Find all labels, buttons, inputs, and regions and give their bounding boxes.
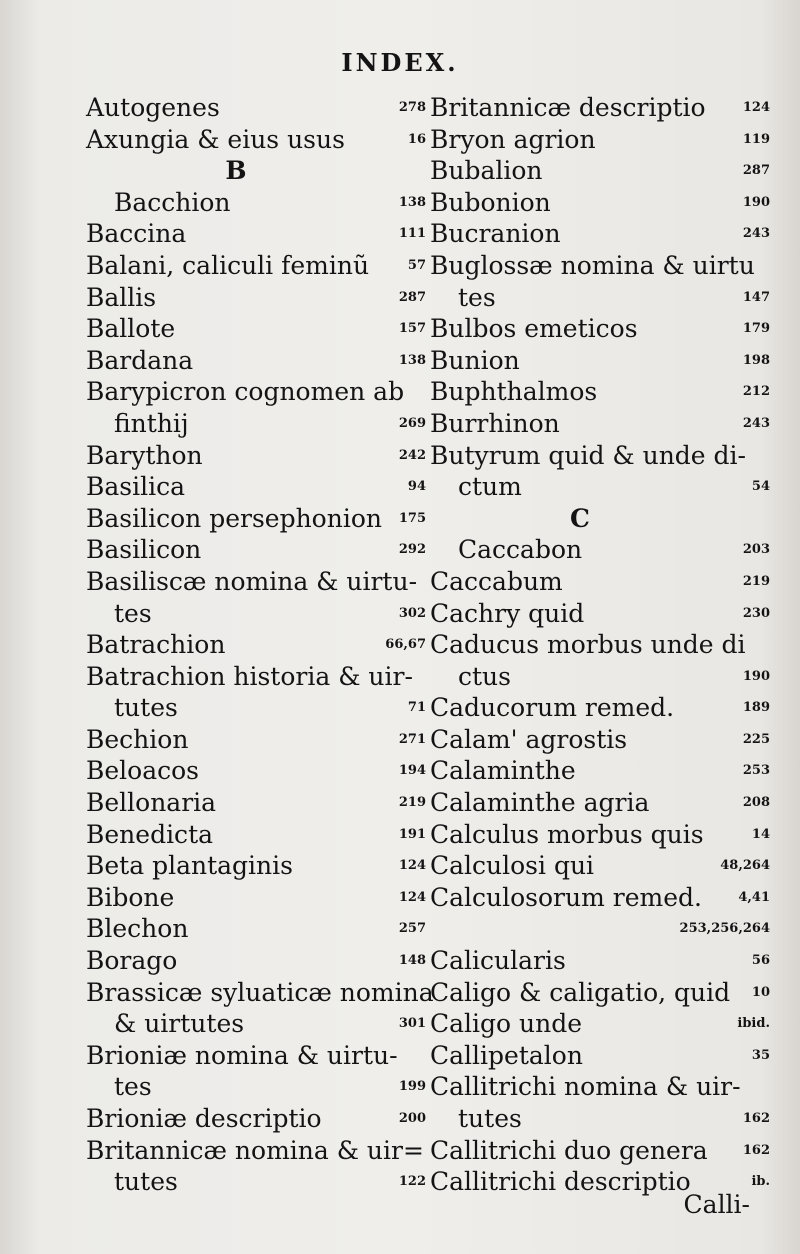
index-entry (86, 345, 426, 377)
entry-term: Beloacos (86, 756, 200, 786)
entry-term: Ballote (86, 314, 176, 344)
entry-page-ref: 257 (398, 921, 426, 937)
index-entry (430, 977, 770, 1009)
entry-page-ref: 287 (398, 289, 426, 305)
entry-page-ref: 162 (742, 1111, 770, 1126)
entry-page-ref: ibid. (737, 1016, 770, 1032)
entry-term: tutes (458, 1104, 522, 1133)
index-entry (86, 92, 426, 124)
entry-page-ref: 124 (398, 889, 426, 905)
index-entry (86, 282, 426, 314)
index-entry (86, 724, 426, 756)
entry-term: tes (114, 1072, 152, 1102)
entry-page-ref: 242 (398, 447, 426, 463)
entry-term: Batrachion historia & uir- (86, 661, 413, 691)
entry-term: Bibone (86, 882, 175, 912)
entry-term: C (570, 503, 590, 533)
index-entry (86, 471, 426, 503)
entry-page-ref: 16 (407, 131, 426, 147)
entry-term: finthij (114, 408, 189, 438)
entry-page-ref: 54 (751, 479, 770, 495)
entry-page-ref: 57 (407, 257, 426, 273)
entry-term: Brassicæ syluaticæ nomina (86, 977, 434, 1007)
index-entry (86, 850, 426, 882)
entry-page-ref: 157 (398, 321, 426, 337)
index-entry (430, 250, 770, 282)
index-entry (430, 440, 770, 472)
index-entry (430, 724, 770, 756)
entry-term: ctus (458, 661, 511, 691)
index-entry (430, 1135, 770, 1167)
index-entry (430, 408, 770, 440)
index-entry (86, 313, 426, 345)
entry-page-ref: 301 (398, 1016, 426, 1032)
entry-page-ref: 190 (742, 668, 770, 684)
index-column-right (430, 92, 770, 1198)
entry-term: Burrhinon (430, 408, 560, 438)
entry-term: Buphthalmos (430, 377, 598, 407)
entry-term: Brioniæ descriptio (86, 1104, 322, 1133)
entry-term: Bunion (430, 345, 520, 375)
index-entry (430, 282, 770, 314)
catchword: Calli- (683, 1190, 750, 1219)
entry-term: Beta plantaginis (86, 851, 293, 881)
entry-page-ref: 200 (398, 1111, 426, 1126)
entry-term: Bellonaria (86, 788, 217, 818)
index-entry (86, 1071, 426, 1103)
entry-page-ref: 271 (398, 731, 426, 747)
entry-page-ref: 66,67 (385, 637, 426, 653)
entry-term: Axungia & eius usus (86, 124, 345, 154)
entry-page-ref: 119 (742, 131, 770, 147)
index-entry (430, 913, 770, 945)
entry-page-ref: 124 (742, 100, 770, 115)
entry-page-ref: 243 (742, 226, 770, 242)
entry-term: Barypicron cognomen ab (86, 377, 405, 407)
entry-page-ref: 147 (742, 289, 770, 305)
index-entry (86, 566, 426, 598)
index-entry (86, 598, 426, 630)
entry-term: tes (114, 598, 152, 628)
entry-term: Buglossæ nomina & uirtu (430, 250, 755, 280)
entry-term: Calicularis (430, 946, 566, 976)
entry-page-ref: 35 (751, 1047, 770, 1063)
entry-page-ref: 269 (398, 415, 426, 431)
entry-page-ref: 208 (742, 795, 770, 811)
index-entry (430, 692, 770, 724)
index-entry (86, 1008, 426, 1040)
entry-term: Calaminthe (430, 756, 576, 786)
entry-page-ref: 278 (398, 100, 426, 115)
index-entry (430, 566, 770, 598)
entry-term: Bechion (86, 724, 189, 754)
index-entry (430, 155, 770, 187)
entry-term: Batrachion (86, 630, 226, 660)
index-entry (86, 692, 426, 724)
index-entry (430, 92, 770, 124)
index-entry (430, 850, 770, 882)
index-entry (430, 945, 770, 977)
index-entry (86, 913, 426, 945)
entry-page-ref: 230 (742, 605, 770, 621)
index-entry (86, 629, 426, 661)
index-entry (86, 661, 426, 693)
section-letter (430, 503, 770, 535)
index-column-left (86, 92, 434, 1198)
index-entry (86, 755, 426, 787)
entry-term: Autogenes (86, 93, 220, 122)
index-entry (86, 408, 426, 440)
index-entry (86, 187, 426, 219)
entry-term: B (225, 156, 247, 186)
entry-term: Cachry quid (430, 598, 585, 628)
entry-term: Bacchion (114, 187, 231, 217)
entry-page-ref: 189 (742, 700, 770, 716)
index-entry (430, 755, 770, 787)
entry-page-ref: 191 (398, 826, 426, 842)
index-entry (430, 1103, 770, 1135)
entry-term: Caducorum remed. (430, 693, 675, 723)
index-entry (430, 124, 770, 156)
entry-term: Calam' agrostis (430, 724, 628, 754)
entry-term: Baccina (86, 219, 187, 249)
index-entry (430, 1040, 770, 1072)
entry-term: Bryon agrion (430, 124, 596, 154)
entry-term: Britannicæ descriptio (430, 93, 706, 122)
entry-term: Benedicta (86, 819, 214, 849)
entry-term: Caligo unde (430, 1009, 583, 1039)
entry-term: Caducus morbus unde di (430, 630, 746, 660)
page-header: INDEX. (341, 48, 459, 77)
index-entry (86, 787, 426, 819)
entry-page-ref: 48,264 (720, 858, 770, 874)
entry-page-ref: 111 (398, 226, 426, 242)
index-entry (430, 471, 770, 503)
entry-term: Bardana (86, 345, 194, 375)
index-entry (430, 313, 770, 345)
index-entry (430, 1071, 770, 1103)
entry-page-ref: ib. (751, 1174, 770, 1190)
entry-term: Butyrum quid & unde di- (430, 440, 746, 470)
index-entry (86, 124, 426, 156)
entry-page-ref: 71 (407, 700, 426, 716)
entry-page-ref: 194 (398, 763, 426, 779)
index-entry (86, 1135, 426, 1167)
index-entry (430, 534, 770, 566)
entry-page-ref: 225 (742, 731, 770, 747)
entry-page-ref: 253 (742, 763, 770, 779)
entry-page-ref: 203 (742, 542, 770, 558)
index-entry (430, 1008, 770, 1040)
entry-term: Calculus morbus quis (430, 819, 704, 849)
entry-term: Bucranion (430, 219, 561, 249)
entry-page-ref: 219 (398, 795, 426, 811)
index-entry (430, 187, 770, 219)
entry-page-ref: 179 (742, 321, 770, 337)
entry-term: Basiliscæ nomina & uirtu- (86, 566, 418, 596)
entry-term: Callipetalon (430, 1040, 583, 1070)
entry-page-ref: 212 (742, 384, 770, 400)
entry-term: Ballis (86, 282, 157, 312)
index-entry (430, 376, 770, 408)
entry-page-ref: 10 (751, 984, 770, 1000)
entry-term: Britannicæ nomina & uir= (86, 1135, 424, 1165)
entry-term: tutes (114, 1167, 178, 1197)
entry-page-ref: 122 (398, 1174, 426, 1190)
entry-term: Caligo & caligatio, quid (430, 977, 731, 1007)
index-entry (86, 218, 426, 250)
index-entry (430, 819, 770, 851)
index-entry (86, 882, 426, 914)
entry-term: Borago (86, 946, 178, 976)
entry-page-ref: 199 (398, 1079, 426, 1095)
index-entry (86, 503, 426, 535)
index-entry (86, 534, 426, 566)
entry-term: Callitrichi descriptio (430, 1167, 691, 1197)
entry-page-ref: 14 (751, 826, 770, 842)
entry-page-ref: 138 (398, 194, 426, 210)
entry-page-ref: 190 (742, 194, 770, 210)
entry-term: Bulbos emeticos (430, 314, 638, 344)
entry-page-ref: 219 (742, 573, 770, 589)
index-entry (86, 819, 426, 851)
entry-term: & uirtutes (114, 1009, 245, 1039)
entry-page-ref: 253,256,264 (679, 921, 770, 937)
entry-page-ref: 124 (398, 858, 426, 874)
entry-term: Basilicon (86, 535, 202, 565)
entry-term: tes (458, 282, 496, 312)
entry-term: Callitrichi duo genera (430, 1135, 708, 1165)
entry-term: Basilica (86, 472, 185, 502)
index-entry (430, 787, 770, 819)
entry-term: Calculosorum remed. (430, 882, 702, 912)
index-entry (86, 1103, 426, 1135)
index-entry (86, 376, 426, 408)
index-entry (430, 598, 770, 630)
entry-term: Bubalion (430, 156, 543, 186)
entry-term: Caccabon (458, 535, 583, 565)
index-entry (430, 629, 770, 661)
entry-page-ref: 175 (398, 510, 426, 526)
entry-page-ref: 287 (742, 163, 770, 179)
entry-term: ctum (458, 472, 522, 502)
entry-term: Blechon (86, 914, 189, 944)
entry-page-ref: 292 (398, 542, 426, 558)
index-entry (86, 1166, 426, 1198)
index-entry (86, 977, 434, 1009)
index-entry (430, 661, 770, 693)
index-entry (430, 345, 770, 377)
entry-term: Bubonion (430, 187, 551, 217)
entry-term: Calculosi qui (430, 851, 595, 881)
entry-page-ref: 302 (398, 605, 426, 621)
entry-page-ref: 162 (742, 1142, 770, 1158)
entry-term: Callitrichi nomina & uir- (430, 1072, 741, 1102)
index-entry (86, 1040, 426, 1072)
entry-page-ref: 56 (751, 953, 770, 969)
entry-page-ref: 243 (742, 415, 770, 431)
index-entry (430, 882, 770, 914)
entry-term: Basilicon persephonion (86, 503, 382, 533)
entry-page-ref: 94 (407, 479, 426, 495)
index-entry (86, 945, 426, 977)
entry-page-ref: 198 (742, 352, 770, 368)
index-entry (430, 218, 770, 250)
entry-page-ref: 4,41 (738, 889, 770, 905)
entry-page-ref: 148 (398, 953, 426, 969)
entry-term: Brioniæ nomina & uirtu- (86, 1040, 398, 1070)
entry-page-ref: 138 (398, 352, 426, 368)
entry-term: Balani, caliculi feminũ (86, 250, 370, 280)
entry-term: tutes (114, 693, 178, 723)
entry-term: Calaminthe agria (430, 788, 650, 818)
section-letter (86, 155, 426, 187)
entry-term: Caccabum (430, 566, 563, 596)
index-entry (86, 250, 426, 282)
index-entry (86, 440, 426, 472)
entry-term: Barython (86, 440, 203, 470)
